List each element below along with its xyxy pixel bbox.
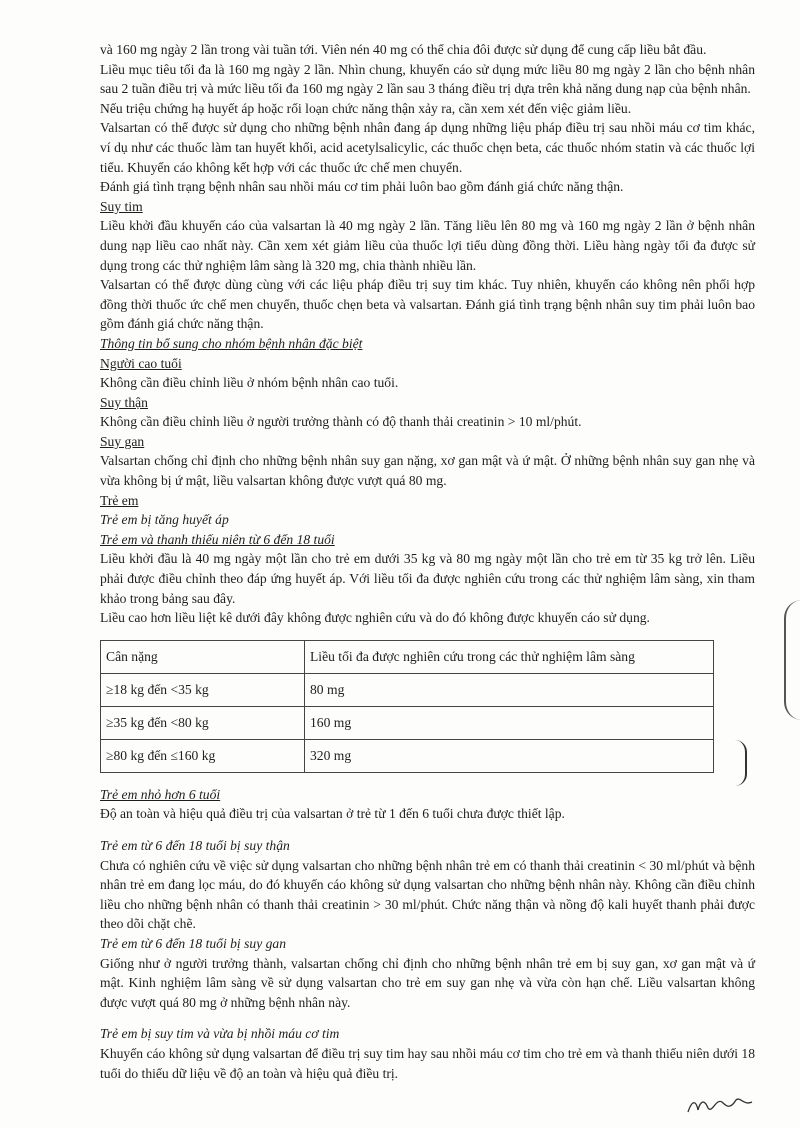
paragraph: Không cần điều chỉnh liều ở người trưởng thành có độ thanh thải creatinin > 10 ml/phút. [100, 414, 582, 430]
dose-table [100, 640, 714, 773]
subheading-suy-than-tre-em: Trẻ em từ 6 đến 18 tuổi bị suy thận [100, 838, 290, 853]
subheading-suy-gan: Suy gan [100, 433, 145, 449]
margin-pen-mark [735, 740, 747, 786]
subheading-nguoi-cao-tuoi: Người cao tuổi [100, 355, 182, 371]
table-cell: ≥80 kg đến ≤160 kg [101, 739, 305, 772]
paragraph: Không cần điều chỉnh liều ở nhóm bệnh nhân cao tuổi. [100, 375, 399, 391]
table-cell: 80 mg [305, 673, 714, 706]
paragraph: Nếu triệu chứng hạ huyết áp hoặc rối loạn chức năng thận xảy ra, cần xem xét đến việc giảm liều. [100, 100, 632, 116]
subheading-nho-hon-6-tuoi: Trẻ em nhỏ hơn 6 tuổi [100, 786, 221, 802]
paragraph: Chưa có nghiên cứu về việc sử dụng valsartan cho những bệnh nhân trẻ em có thanh thải creatinin < 30 ml/phút và bệnh nhân trẻ em đang lọc máu, do đó khuyến cáo không sử dụng valsartan cho những bệnh nhân này. Không cần điều chỉnh liều cho những bệnh nhân có thanh thải creatinin > 30 ml/phút. Chức năng thận và nồng độ kali huyết thanh phải được theo dõi chặt chẽ. [100, 857, 755, 932]
table-header-cell: Cân nặng [101, 640, 305, 673]
paragraph: Đánh giá tình trạng bệnh nhân sau nhồi máu cơ tim phải luôn bao gồm đánh giá chức năng thận. [100, 179, 624, 195]
paragraph: Valsartan có thể được dùng cùng với các liệu pháp điều trị suy tim khác. Tuy nhiên, khuyến cáo không nên phối hợp đồng thời thuốc ức chế men chuyển, thuốc chẹn beta và valsartan. Đánh giá tình trạng bệnh nhân suy tim phải luôn bao gồm đánh giá chức năng thận. [100, 277, 755, 332]
section-heading-suy-tim: Suy tim [100, 198, 143, 214]
table-cell: 160 mg [305, 706, 714, 739]
subheading-suy-than: Suy thận [100, 394, 148, 410]
table-row [101, 673, 714, 706]
paragraph: Liều khởi đầu là 40 mg ngày một lần cho trẻ em dưới 35 kg và 80 mg ngày một lần cho trẻ em từ 35 kg trở lên. Liều phải được điều chỉnh theo đáp ứng huyết áp. Với liều tối đa được nghiên cứu trong các thử nghiệm lâm sàng, xin tham khảo trong bảng sau đây. [100, 551, 755, 606]
paragraph: Giống như ở người trưởng thành, valsartan chống chỉ định cho những bệnh nhân trẻ em bị suy gan, xơ gan mật và ứ mật. Kinh nghiệm lâm sàng về sử dụng valsartan cho trẻ em suy gan nhẹ và vừa còn hạn chế. Liều valsartan không được vượt quá 80 mg ở những bệnh nhân này. [100, 955, 755, 1010]
table-row [101, 706, 714, 739]
paragraph: Valsartan chống chỉ định cho những bệnh nhân suy gan nặng, xơ gan mật và ứ mật. Ở những bệnh nhân suy gan nhẹ và vừa không bị ứ mật, liều valsartan không được vượt quá 80 mg. [100, 453, 755, 489]
paragraph: Liều khởi đầu khuyến cáo của valsartan là 40 mg ngày 2 lần. Tăng liều lên 80 mg và 160 mg ngày 2 lần ở bệnh nhân dung nạp liều cao nhất này. Cần xem xét giảm liều của thuốc lợi tiểu dùng đồng thời. Liều hàng ngày tối đa được sử dụng trong các thử nghiệm lâm sàng là 320 mg, chia thành nhiều lần. [100, 218, 755, 273]
subheading-suy-tim-tre-em: Trẻ em bị suy tim và vừa bị nhồi máu cơ tim [100, 1026, 340, 1042]
paragraph: Liều cao hơn liều liệt kê dưới đây không được nghiên cứu và do đó không được khuyến cáo sử dụng. [100, 610, 650, 626]
table-header-row [101, 640, 714, 673]
stamp-edge-mark [784, 600, 800, 720]
subheading-tre-em-tang-huyet-ap: Trẻ em bị tăng huyết áp [100, 512, 229, 528]
table-cell: 320 mg [305, 739, 714, 772]
section-heading-thong-tin-bo-sung: Thông tin bổ sung cho nhóm bệnh nhân đặc biệt [100, 335, 363, 351]
subheading-suy-gan-tre-em: Trẻ em từ 6 đến 18 tuổi bị suy gan [100, 935, 287, 951]
subheading-tre-em: Trẻ em [100, 492, 139, 508]
paragraph: Liều mục tiêu tối đa là 160 mg ngày 2 lần. Nhìn chung, khuyến cáo sử dụng mức liều 80 mg ngày 2 lần cho bệnh nhân sau 2 tuần điều trị và mức liều tối đa 160 mg ngày 2 lần sau 3 tháng điều trị dựa trên khả năng dung nạp của bệnh nhân. [100, 61, 755, 97]
table-row [101, 739, 714, 772]
table-cell: ≥18 kg đến <35 kg [101, 673, 305, 706]
paragraph: và 160 mg ngày 2 lần trong vài tuần tới. Viên nén 40 mg có thể chia đôi được sử dụng để cung cấp liều bắt đầu. [100, 42, 707, 57]
document-page [100, 40, 755, 1083]
table-cell: ≥35 kg đến <80 kg [101, 706, 305, 739]
subheading-6-den-18-tuoi: Trẻ em và thanh thiếu niên từ 6 đến 18 tuổi [100, 531, 335, 547]
paragraph: Độ an toàn và hiệu quả điều trị của valsartan ở trẻ từ 1 đến 6 tuổi chưa được thiết lập. [100, 806, 565, 822]
table-header-cell: Liều tối đa được nghiên cứu trong các thử nghiệm lâm sàng [305, 640, 714, 673]
paragraph: Khuyến cáo không sử dụng valsartan để điều trị suy tim hay sau nhồi máu cơ tim cho trẻ em và thanh thiếu niên dưới 18 tuổi do thiếu dữ liệu về độ an toàn và hiệu quả điều trị. [100, 1045, 755, 1081]
signature-mark [686, 1092, 756, 1118]
paragraph: Valsartan có thể được sử dụng cho những bệnh nhân đang áp dụng những liệu pháp điều trị sau nhồi máu cơ tim khác, ví dụ như các thuốc làm tan huyết khối, acid acetylsalicylic, các thuốc chẹn beta, các thuốc nhóm statin và các thuốc lợi tiểu. Khuyến cáo không kết hợp với các thuốc ức chế men chuyển. [100, 120, 755, 175]
